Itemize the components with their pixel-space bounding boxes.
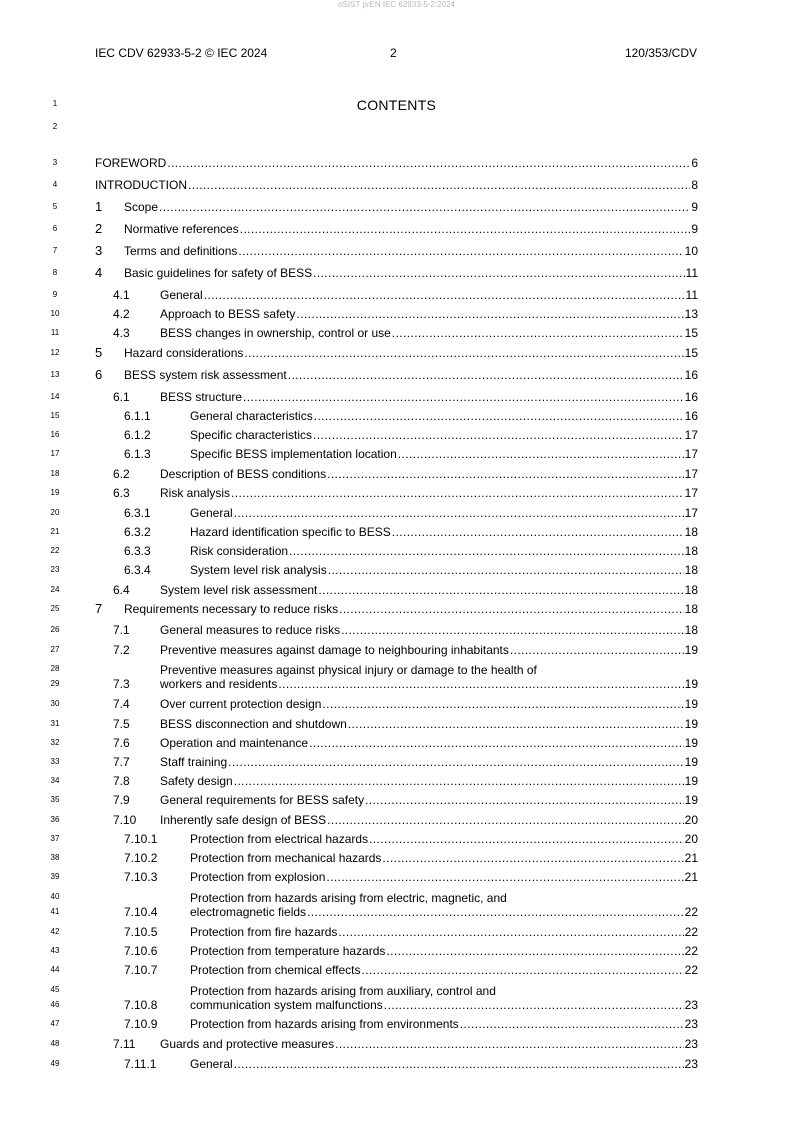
- toc-entry-title: Description of BESS conditions: [160, 467, 327, 481]
- toc-entry-number: 6.3.2: [124, 525, 151, 539]
- toc-entry[interactable]: [95, 643, 698, 657]
- toc-entry[interactable]: [95, 663, 698, 691]
- toc-entry-title: General: [190, 506, 233, 520]
- toc-entry-page: 9: [691, 222, 698, 236]
- line-number: 8: [52, 268, 58, 277]
- toc-entry-number: 7.10.8: [124, 998, 158, 1012]
- watermark: oSIST prEN IEC 62933-5-2:2024: [338, 0, 455, 9]
- toc-entry-number: 3: [95, 243, 103, 258]
- line-number: 39: [50, 872, 60, 881]
- toc-entry-title: Approach to BESS safety: [160, 307, 296, 321]
- toc-entry-title: BESS system risk assessment: [124, 368, 287, 382]
- toc-entry[interactable]: [95, 736, 698, 750]
- toc-entry-page: 18: [684, 623, 698, 637]
- line-number: 37: [50, 834, 60, 843]
- toc-entry[interactable]: [95, 390, 698, 404]
- toc-entry-number: 7.9: [113, 793, 130, 807]
- toc-entry-title: Protection from explosion: [190, 870, 326, 884]
- toc-entry-page: 16: [684, 390, 698, 404]
- toc-entry-number: 7.2: [113, 643, 130, 657]
- dot-leader: [384, 998, 684, 1012]
- toc-entry[interactable]: [95, 428, 698, 442]
- line-number: 9: [52, 290, 58, 299]
- dot-leader: [314, 409, 684, 423]
- toc-entry-page: 22: [684, 944, 698, 958]
- dot-leader: [288, 368, 684, 382]
- dot-leader: [327, 467, 684, 481]
- toc-entry-title: Normative references: [124, 222, 239, 236]
- dot-leader: [326, 870, 683, 884]
- line-number: 25: [50, 604, 60, 613]
- line-number: 18: [50, 469, 60, 478]
- toc-entry-page: 21: [684, 851, 698, 865]
- toc-entry-title: Protection from hazards arising from environments: [190, 1017, 459, 1031]
- line-number: 3: [52, 158, 58, 167]
- line-number: 31: [50, 719, 60, 728]
- line-number: 12: [50, 348, 60, 357]
- line-number: 32: [50, 738, 60, 747]
- toc-entry-title: Inherently safe design of BESS: [160, 813, 327, 827]
- toc-entry[interactable]: [95, 525, 698, 539]
- page-title: CONTENTS: [356, 97, 437, 113]
- line-number: 36: [50, 815, 60, 824]
- dot-leader: [392, 525, 684, 539]
- line-number: 44: [50, 965, 60, 974]
- line-number: 38: [50, 853, 60, 862]
- toc-entry[interactable]: [95, 813, 698, 827]
- toc-entry-page: 23: [684, 1037, 698, 1051]
- line-number: 10: [50, 309, 60, 318]
- toc-entry-page: 23: [684, 1017, 698, 1031]
- dot-leader: [238, 244, 683, 258]
- toc-entry-page: 8: [691, 178, 698, 192]
- toc-entry-title: Specific characteristics: [190, 428, 313, 442]
- line-number: 21: [50, 527, 60, 536]
- dot-leader: [167, 156, 690, 170]
- line-number: 47: [50, 1019, 60, 1028]
- toc-entry-page: 10: [684, 244, 698, 258]
- toc-entry-title: General measures to reduce risks: [160, 623, 341, 637]
- toc-entry[interactable]: [95, 288, 698, 302]
- toc-entry-page: 6: [691, 156, 698, 170]
- toc-entry-number: 7.11: [113, 1037, 136, 1051]
- toc-entry[interactable]: [95, 870, 698, 884]
- toc-entry-number: 7.10.3: [124, 870, 158, 884]
- toc-entry-title: INTRODUCTION: [95, 178, 187, 192]
- header-reference: 120/353/CDV: [624, 46, 697, 60]
- dot-leader: [318, 583, 683, 597]
- toc-entry-title: Risk consideration: [190, 544, 289, 558]
- toc-entry-number: 4.1: [113, 288, 130, 302]
- toc-entry-page: 23: [684, 998, 698, 1012]
- line-number: 16: [50, 430, 60, 439]
- line-number: 35: [50, 795, 60, 804]
- toc-entry-title: Protection from mechanical hazards: [190, 851, 382, 865]
- line-number: 49: [50, 1059, 60, 1068]
- toc-entry[interactable]: [95, 1057, 698, 1071]
- toc-entry[interactable]: [95, 925, 698, 939]
- toc-entry-page: 19: [684, 677, 698, 691]
- dot-leader: [309, 736, 684, 750]
- toc-entry-title: BESS disconnection and shutdown: [160, 717, 347, 731]
- line-number: 33: [50, 757, 60, 766]
- toc-entry-title: Specific BESS implementation location: [190, 447, 397, 461]
- toc-entry-page: 23: [684, 1057, 698, 1071]
- toc-entry-number: 7: [95, 601, 103, 616]
- toc-entry[interactable]: [95, 583, 698, 597]
- dot-leader: [244, 346, 683, 360]
- line-number: 41: [50, 907, 60, 916]
- toc-entry-page: 22: [684, 925, 698, 939]
- line-number: 14: [50, 392, 60, 401]
- toc-entry-title: Protection from fire hazards: [190, 925, 338, 939]
- dot-leader: [231, 486, 684, 500]
- toc-entry[interactable]: [95, 178, 698, 192]
- toc-entry-title: Safety design: [160, 774, 233, 788]
- toc-entry-page: 17: [684, 428, 698, 442]
- dot-leader: [328, 563, 684, 577]
- toc-entry[interactable]: [95, 793, 698, 807]
- toc-entry-number: 7.10.7: [124, 963, 158, 977]
- toc-entry-title: System level risk assessment: [160, 583, 318, 597]
- toc-entry-title: Requirements necessary to reduce risks: [124, 602, 339, 616]
- line-number: 5: [52, 202, 58, 211]
- toc-entry-page: 19: [684, 717, 698, 731]
- toc-entry[interactable]: [95, 832, 698, 846]
- toc-entry-page: 20: [684, 832, 698, 846]
- toc-entry-title: System level risk analysis: [190, 563, 327, 577]
- dot-leader: [188, 178, 690, 192]
- toc-entry-number: 1: [95, 199, 103, 214]
- toc-entry-title: Protection from electrical hazards: [190, 832, 369, 846]
- toc-entry-page: 16: [684, 409, 698, 423]
- dot-leader: [313, 266, 684, 280]
- toc-entry-title: Scope: [124, 200, 159, 214]
- line-number: 46: [50, 1000, 60, 1009]
- line-number: 43: [50, 946, 60, 955]
- line-number: 40: [50, 892, 60, 901]
- dot-leader: [307, 905, 684, 919]
- toc-entry-title: Staff training: [160, 755, 228, 769]
- toc-entry[interactable]: [95, 963, 698, 977]
- toc-entry-title-first-line: Protection from hazards arising from electric, magnetic, and: [190, 891, 507, 905]
- toc-entry-title: Protection from temperature hazards: [190, 944, 386, 958]
- toc-entry-number: 6.3.4: [124, 563, 151, 577]
- line-number: 45: [50, 985, 60, 994]
- dot-leader: [327, 813, 684, 827]
- toc-entry-page: 17: [684, 467, 698, 481]
- line-number: 22: [50, 546, 60, 555]
- toc-entry-page: 9: [691, 200, 698, 214]
- toc-entry-number: 4.2: [113, 307, 130, 321]
- toc-entry-number: 6.1: [113, 390, 130, 404]
- toc-entry-number: 4: [95, 265, 103, 280]
- dot-leader: [339, 602, 684, 616]
- line-number: 13: [50, 370, 60, 379]
- toc-entry-title: Hazard identification specific to BESS: [190, 525, 391, 539]
- toc-entry-number: 7.10.2: [124, 851, 158, 865]
- toc-entry[interactable]: [95, 755, 698, 769]
- dot-leader: [313, 428, 684, 442]
- toc-entry-title: Guards and protective measures: [160, 1037, 335, 1051]
- toc-entry-page: 19: [684, 697, 698, 711]
- toc-entry-number: 7.10.4: [124, 905, 158, 919]
- toc-entry-page: 19: [684, 643, 698, 657]
- toc-entry[interactable]: [95, 409, 698, 423]
- line-number: 24: [50, 585, 60, 594]
- line-number: 7: [52, 246, 58, 255]
- toc-entry-number: 6.1.3: [124, 447, 151, 461]
- toc-entry-title: Operation and maintenance: [160, 736, 309, 750]
- line-number: 17: [50, 449, 60, 458]
- toc-entry-title-first-line: Protection from hazards arising from auxiliary, control and: [190, 984, 496, 998]
- dot-leader: [348, 717, 684, 731]
- toc-entry[interactable]: [95, 244, 698, 258]
- line-number: 19: [50, 488, 60, 497]
- toc-entry-title: Protection from chemical effects: [190, 963, 361, 977]
- toc-entry-number: 6.3.3: [124, 544, 151, 558]
- toc-entry[interactable]: [95, 467, 698, 481]
- toc-entry-title: FOREWORD: [95, 156, 167, 170]
- line-number: 2: [52, 122, 58, 131]
- toc-entry[interactable]: [95, 774, 698, 788]
- line-number: 26: [50, 625, 60, 634]
- toc-entry[interactable]: [95, 266, 698, 280]
- toc-entry[interactable]: [95, 156, 698, 170]
- toc-entry[interactable]: [95, 200, 698, 214]
- toc-entry[interactable]: [95, 851, 698, 865]
- toc-entry-number: 6.2: [113, 467, 130, 481]
- toc-entry-title-first-line: Preventive measures against physical injury or damage to the health of: [160, 663, 537, 677]
- toc-entry-title: Hazard considerations: [124, 346, 244, 360]
- toc-entry-number: 7.10: [113, 813, 137, 827]
- toc-entry[interactable]: [95, 346, 698, 360]
- toc-entry-page: 19: [684, 755, 698, 769]
- toc-entry-number: 5: [95, 345, 103, 360]
- line-number: 28: [50, 664, 60, 673]
- toc-entry-page: 11: [685, 288, 698, 302]
- toc-entry-page: 13: [684, 307, 698, 321]
- toc-entry-title: Terms and definitions: [124, 244, 238, 258]
- toc-entry-number: 7.3: [113, 677, 130, 691]
- toc-entry-number: 7.8: [113, 774, 130, 788]
- dot-leader: [228, 755, 683, 769]
- line-number: 6: [52, 224, 58, 233]
- dot-leader: [398, 447, 684, 461]
- toc-entry-title: Risk analysis: [160, 486, 231, 500]
- toc-entry[interactable]: [95, 697, 698, 711]
- toc-entry[interactable]: [95, 1037, 698, 1051]
- toc-entry-number: 7.10.1: [124, 832, 158, 846]
- toc-entry-number: 7.11.1: [124, 1057, 157, 1071]
- toc-entry[interactable]: [95, 984, 698, 1012]
- toc-entry-page: 17: [684, 506, 698, 520]
- dot-leader: [322, 697, 683, 711]
- line-number: 4: [52, 180, 58, 189]
- toc-entry-number: 7.7: [113, 755, 130, 769]
- dot-leader: [369, 832, 684, 846]
- toc-entry[interactable]: [95, 326, 698, 340]
- toc-entry-number: 7.10.6: [124, 944, 158, 958]
- toc-entry[interactable]: [95, 944, 698, 958]
- dot-leader: [234, 506, 684, 520]
- toc-entry-number: 7.5: [113, 717, 130, 731]
- toc-entry-page: 18: [684, 583, 698, 597]
- toc-entry-title: General: [190, 1057, 233, 1071]
- dot-leader: [243, 390, 684, 404]
- toc-entry-title: BESS changes in ownership, control or use: [160, 326, 391, 340]
- toc-entry-page: 19: [684, 736, 698, 750]
- toc-entry-number: 6.3.1: [124, 506, 151, 520]
- toc-entry-number: 7.4: [113, 697, 130, 711]
- line-number: 48: [50, 1039, 60, 1048]
- toc-entry-page: 11: [685, 266, 698, 280]
- toc-entry-page: 15: [684, 326, 698, 340]
- toc-entry[interactable]: [95, 563, 698, 577]
- toc-entry-number: 4.3: [113, 326, 130, 340]
- dot-leader: [289, 544, 684, 558]
- toc-entry-page: 22: [684, 963, 698, 977]
- header-page-number: 2: [390, 46, 397, 60]
- line-number: 29: [50, 679, 60, 688]
- toc-entry[interactable]: [95, 717, 698, 731]
- toc-entry-title: Preventive measures against damage to neighbouring inhabitants: [160, 643, 509, 657]
- toc-entry-number: 6.3: [113, 486, 130, 500]
- line-number: 42: [50, 927, 60, 936]
- toc-entry-number: 6: [95, 367, 103, 382]
- line-number: 23: [50, 565, 60, 574]
- toc-entry-number: 6.1.1: [124, 409, 151, 423]
- toc-entry-page: 19: [684, 793, 698, 807]
- dot-leader: [386, 944, 683, 958]
- toc-entry[interactable]: [95, 602, 698, 616]
- toc-entry-number: 6.1.2: [124, 428, 151, 442]
- toc-entry-title: workers and residents: [160, 677, 278, 691]
- dot-leader: [392, 326, 684, 340]
- toc-entry-page: 18: [684, 544, 698, 558]
- dot-leader: [234, 774, 684, 788]
- toc-entry-page: 15: [684, 346, 698, 360]
- toc-entry[interactable]: [95, 544, 698, 558]
- line-number: 34: [50, 776, 60, 785]
- toc-entry-number: 7.10.5: [124, 925, 158, 939]
- dot-leader: [460, 1017, 684, 1031]
- dot-leader: [510, 643, 684, 657]
- toc-entry-title: Over current protection design: [160, 697, 322, 711]
- toc-entry-title: BESS structure: [160, 390, 243, 404]
- toc-entry[interactable]: [95, 891, 698, 919]
- toc-entry-title: communication system malfunctions: [190, 998, 383, 1012]
- toc-entry-number: 7.1: [113, 623, 130, 637]
- toc-entry-page: 22: [684, 905, 698, 919]
- line-number: 1: [52, 99, 58, 108]
- line-number: 11: [50, 328, 60, 337]
- toc-entry-number: 6.4: [113, 583, 130, 597]
- toc-entry-number: 2: [95, 221, 103, 236]
- dot-leader: [159, 200, 690, 214]
- toc-entry-page: 19: [684, 774, 698, 788]
- toc-entry-title: General requirements for BESS safety: [160, 793, 365, 807]
- toc-entry[interactable]: [95, 307, 698, 321]
- toc-entry-title: General: [160, 288, 203, 302]
- dot-leader: [234, 1057, 684, 1071]
- toc-entry-page: 20: [684, 813, 698, 827]
- toc-entry-page: 17: [684, 447, 698, 461]
- dot-leader: [362, 963, 684, 977]
- toc-entry[interactable]: [95, 1017, 698, 1031]
- toc-entry[interactable]: [95, 447, 698, 461]
- dot-leader: [341, 623, 684, 637]
- line-number: 20: [50, 508, 60, 517]
- dot-leader: [338, 925, 683, 939]
- dot-leader: [296, 307, 683, 321]
- toc-entry[interactable]: [95, 623, 698, 637]
- dot-leader: [204, 288, 685, 302]
- toc-entry-number: 7.6: [113, 736, 130, 750]
- toc-entry[interactable]: [95, 368, 698, 382]
- dot-leader: [365, 793, 684, 807]
- toc-entry-title: General characteristics: [190, 409, 313, 423]
- dot-leader: [382, 851, 683, 865]
- dot-leader: [240, 222, 691, 236]
- toc-entry-page: 16: [684, 368, 698, 382]
- toc-entry-page: 17: [684, 486, 698, 500]
- dot-leader: [278, 677, 683, 691]
- toc-entry-title: electromagnetic fields: [190, 905, 307, 919]
- toc-entry[interactable]: [95, 222, 698, 236]
- toc-entry-page: 21: [684, 870, 698, 884]
- toc-entry-number: 7.10.9: [124, 1017, 158, 1031]
- line-number: 27: [50, 645, 60, 654]
- dot-leader: [335, 1037, 684, 1051]
- toc-entry-title: Basic guidelines for safety of BESS: [124, 266, 313, 280]
- toc-entry[interactable]: [95, 506, 698, 520]
- line-number: 15: [50, 411, 60, 420]
- toc-entry[interactable]: [95, 486, 698, 500]
- line-number: 30: [50, 699, 60, 708]
- header-document-id: IEC CDV 62933-5-2 © IEC 2024: [95, 46, 268, 60]
- toc-entry-page: 18: [684, 525, 698, 539]
- toc-entry-page: 18: [684, 602, 698, 616]
- toc-entry-page: 18: [684, 563, 698, 577]
